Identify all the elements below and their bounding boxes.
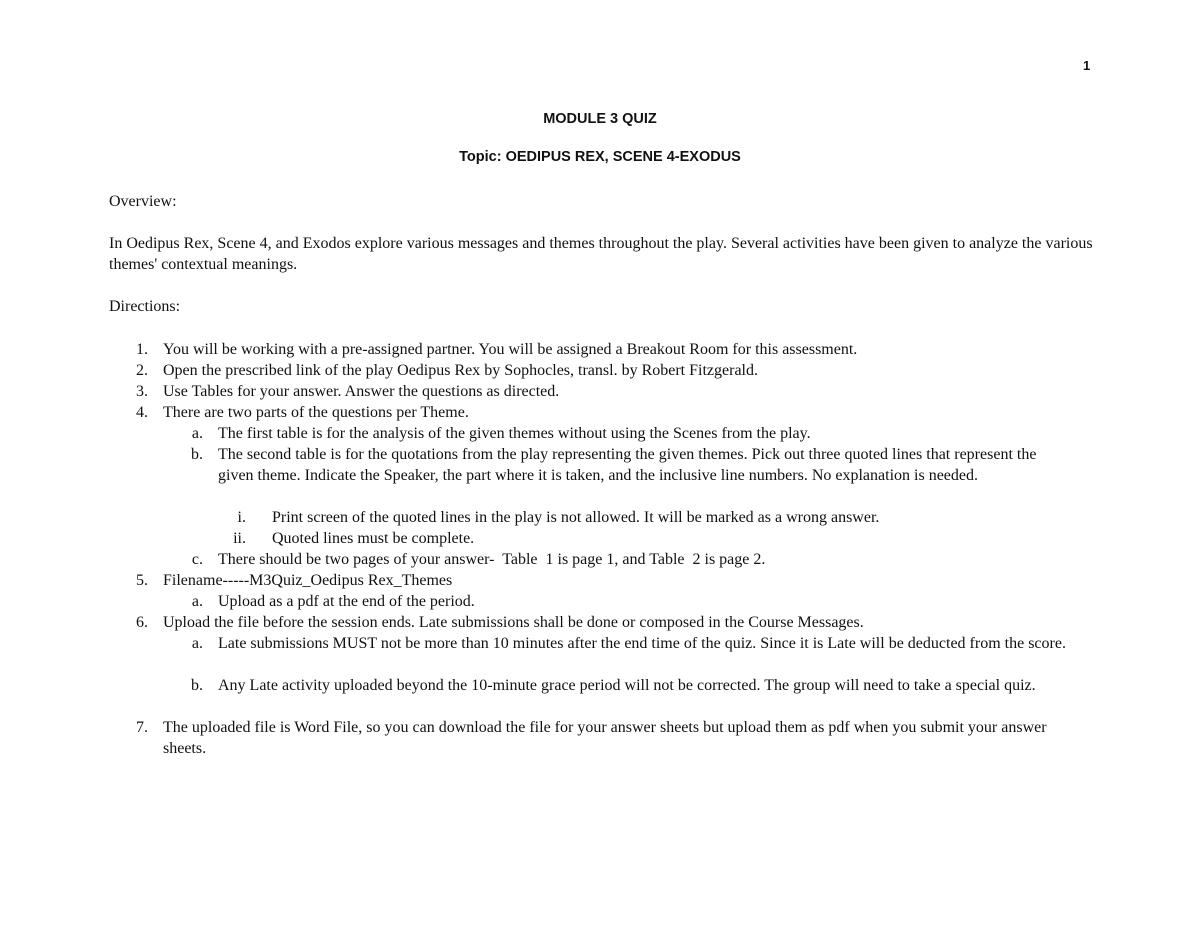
list-item-number: a. <box>191 425 203 442</box>
list-item-number: c. <box>191 551 203 568</box>
intro-paragraph: In Oedipus Rex, Scene 4, and Exodos explore various messages and themes throughout the play. Several activities have been given to analyze the various themes' contextual meanings. <box>109 235 1093 273</box>
list-item-number: a. <box>191 593 203 610</box>
list-item-number: 7. <box>136 719 148 736</box>
list-item-number: 4. <box>136 404 148 421</box>
list-item-text: The second table is for the quotations from the play representing the given themes. Pick out three quoted lines that represent the given theme. Indicate the Speaker, the part where it is taken, and the inclusive line numbers. No explanation is needed. <box>218 446 1037 484</box>
list-item-text: Quoted lines must be complete. <box>272 530 475 547</box>
page-title: MODULE 3 QUIZ <box>543 111 657 127</box>
overview-label: Overview: <box>109 193 177 210</box>
list-item-text: The uploaded file is Word File, so you can download the file for your answer sheets but upload them as pdf when you submit your answer sheets. <box>163 719 1047 757</box>
list-item-number: b. <box>191 677 203 694</box>
list-item-text: Late submissions MUST not be more than 10 minutes after the end time of the quiz. Since it is Late will be deducted from the score. <box>218 635 1066 652</box>
directions-label: Directions: <box>109 298 181 315</box>
list-item-text: Open the prescribed link of the play Oedipus Rex by Sophocles, transl. by Robert Fitzgerald. <box>163 362 758 379</box>
list-item-number: ii. <box>233 530 246 547</box>
topic-heading: Topic: OEDIPUS REX, SCENE 4-EXODUS <box>459 149 741 165</box>
list-item-number: a. <box>191 635 203 652</box>
list-item-text: You will be working with a pre-assigned partner. You will be assigned a Breakout Room for this assessment. <box>163 341 858 358</box>
list-item-text: Use Tables for your answer. Answer the questions as directed. <box>163 383 560 400</box>
list-item-text: The first table is for the analysis of the given themes without using the Scenes from the play. <box>218 425 811 442</box>
list-item-number: 2. <box>136 362 148 379</box>
list-item-number: 5. <box>136 572 148 589</box>
page-number: 1 <box>1083 58 1091 73</box>
list-item-text: There are two parts of the questions per Theme. <box>163 404 469 421</box>
list-item-text: Upload the file before the session ends. Late submissions shall be done or composed in the Course Messages. <box>163 614 864 631</box>
list-item-number: 1. <box>136 341 148 358</box>
list-item-number: b. <box>191 446 203 463</box>
list-item-text: Upload as a pdf at the end of the period. <box>218 593 475 610</box>
list-item-text: There should be two pages of your answer- Table 1 is page 1, and Table 2 is page 2. <box>218 551 766 568</box>
list-item-number: 3. <box>136 383 148 400</box>
list-item-number: i. <box>237 509 246 526</box>
list-item-text: Filename-----M3Quiz_Oedipus Rex_Themes <box>163 572 453 589</box>
list-item-text: Any Late activity uploaded beyond the 10-minute grace period will not be corrected. The group will need to take a special quiz. <box>218 677 1036 694</box>
list-item-number: 6. <box>136 614 148 631</box>
list-item-text: Print screen of the quoted lines in the play is not allowed. It will be marked as a wrong answer. <box>272 509 880 526</box>
